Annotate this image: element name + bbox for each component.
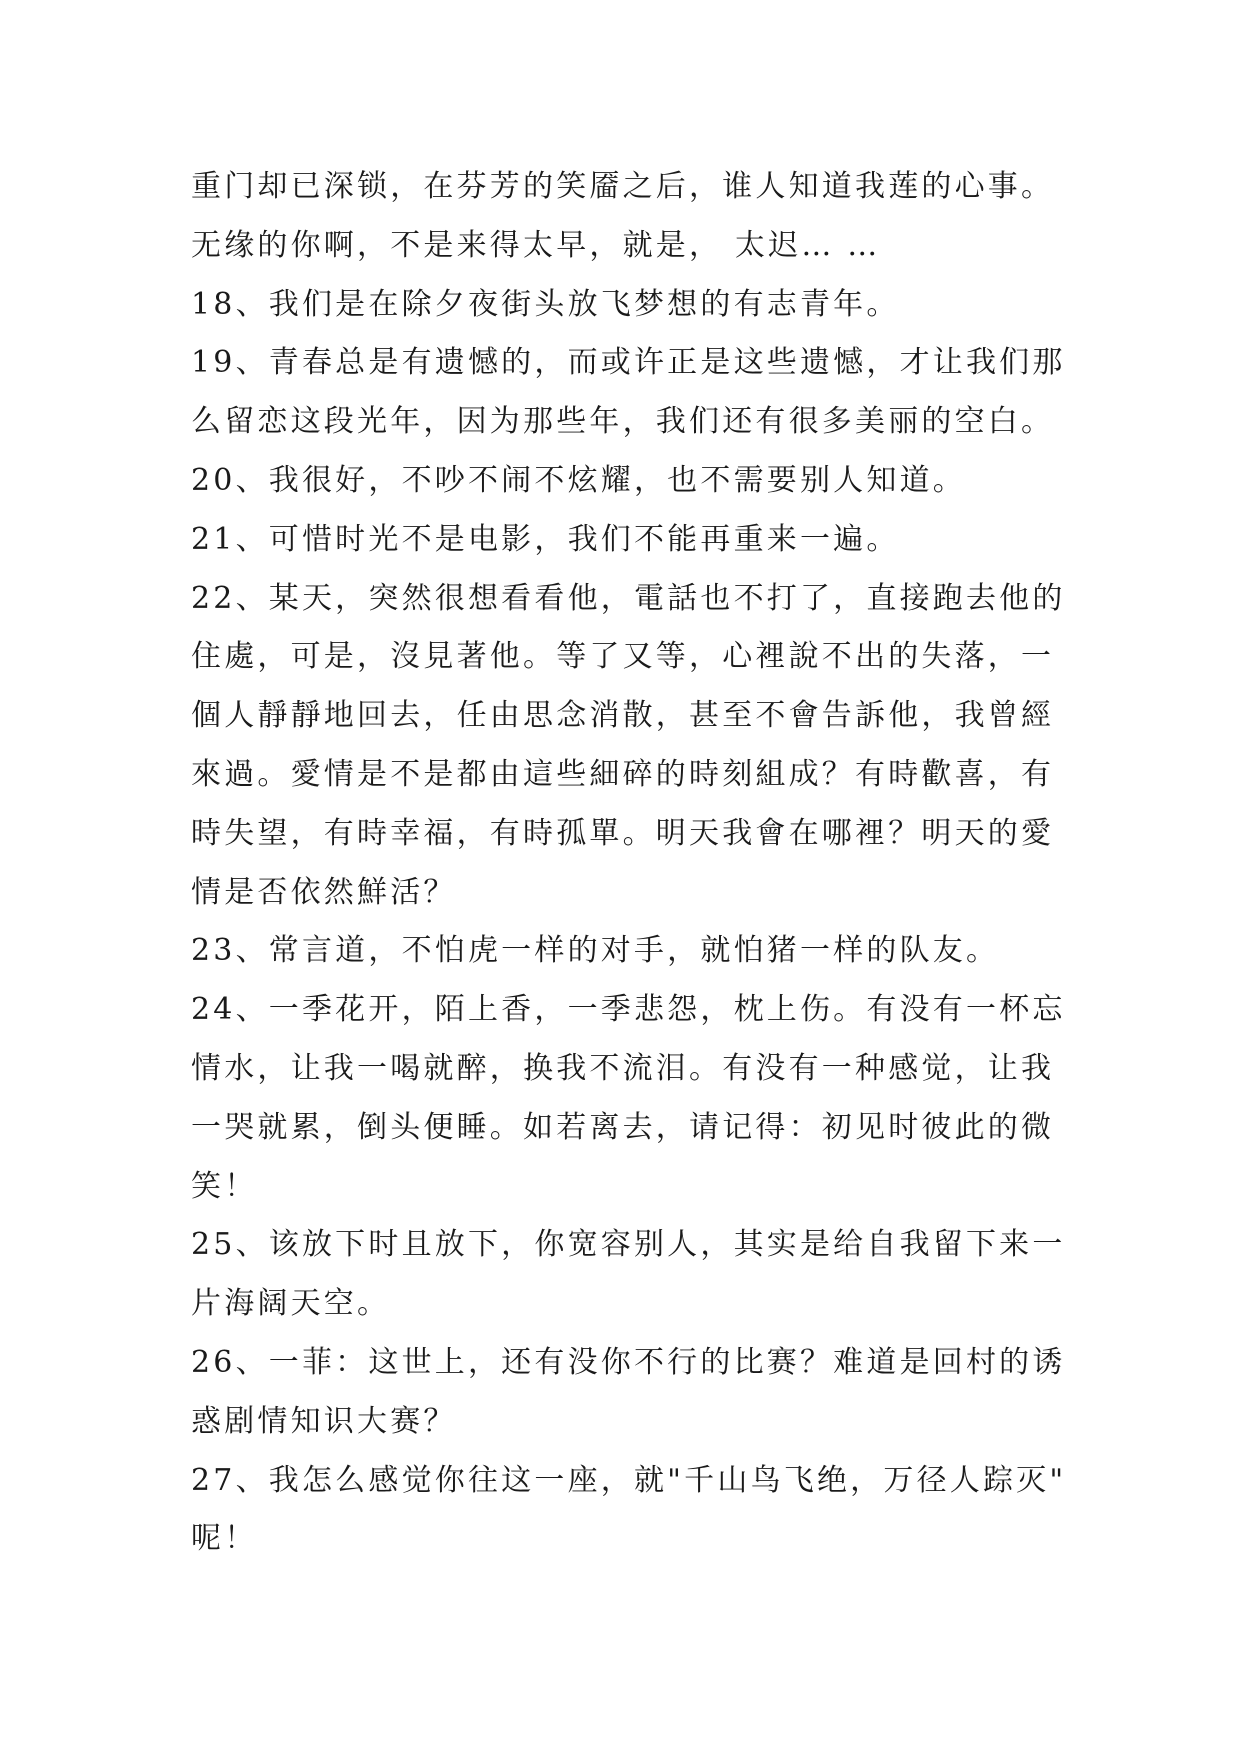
text-line: 笑！ [191,1168,258,1204]
text-line: 20、我很好，不吵不闹不炫耀，也不需要别人知道。 [191,462,966,498]
text-line: 24、一季花开，陌上香，一季悲怨，枕上伤。有没有一杯忘 [191,992,1066,1028]
text-line: 來過。愛情是不是都由這些細碎的時刻組成？有時歡喜，有 [191,756,1055,792]
text-line: 么留恋这段光年，因为那些年，我们还有很多美丽的空白。 [191,404,1055,440]
text-line: 情是否依然鮮活？ [191,874,457,910]
text-line: 21、可惜时光不是电影，我们不能再重来一遍。 [191,521,900,557]
text-line: 25、该放下时且放下，你宽容别人，其实是给自我留下来一 [191,1227,1066,1263]
text-line: 无缘的你啊，不是来得太早，就是， 太迟… … [191,227,881,263]
text-line: 重门却已深锁，在芬芳的笑靥之后，谁人知道我莲的心事。 [191,169,1055,204]
text-line: 27、我怎么感觉你往这一座，就"千山鸟飞绝，万径人踪灭" [191,1462,1067,1498]
text-line: 片海阔天空。 [191,1286,391,1322]
text-line: 惑剧情知识大赛？ [191,1403,457,1439]
text-line: 26、一菲：这世上，还有没你不行的比赛？难道是回村的诱 [191,1344,1066,1380]
text-line: 22、某天，突然很想看看他，電話也不打了，直接跑去他的 [191,580,1066,616]
text-line: 情水，让我一喝就醉，换我不流泪。有没有一种感觉，让我 [191,1050,1055,1086]
text-line: 個人靜靜地回去，任由思念消散，甚至不會告訴他，我曾經 [191,698,1055,734]
text-line: 19、青春总是有遗憾的，而或许正是这些遗憾，才让我们那 [191,345,1066,381]
text-line: 住處，可是，沒見著他。等了又等，心裡說不出的失落，一 [191,639,1055,675]
text-line: 一哭就累，倒头便睡。如若离去，请记得：初见时彼此的微 [191,1109,1055,1145]
text-line: 時失望，有時幸福，有時孤單。明天我會在哪裡？明天的愛 [191,815,1055,851]
document-body [191,158,1071,1569]
text-line: 18、我们是在除夕夜街头放飞梦想的有志青年。 [191,286,900,322]
text-line: 23、常言道，不怕虎一样的对手，就怕猪一样的队友。 [191,933,1000,969]
text-line: 呢！ [191,1521,258,1557]
